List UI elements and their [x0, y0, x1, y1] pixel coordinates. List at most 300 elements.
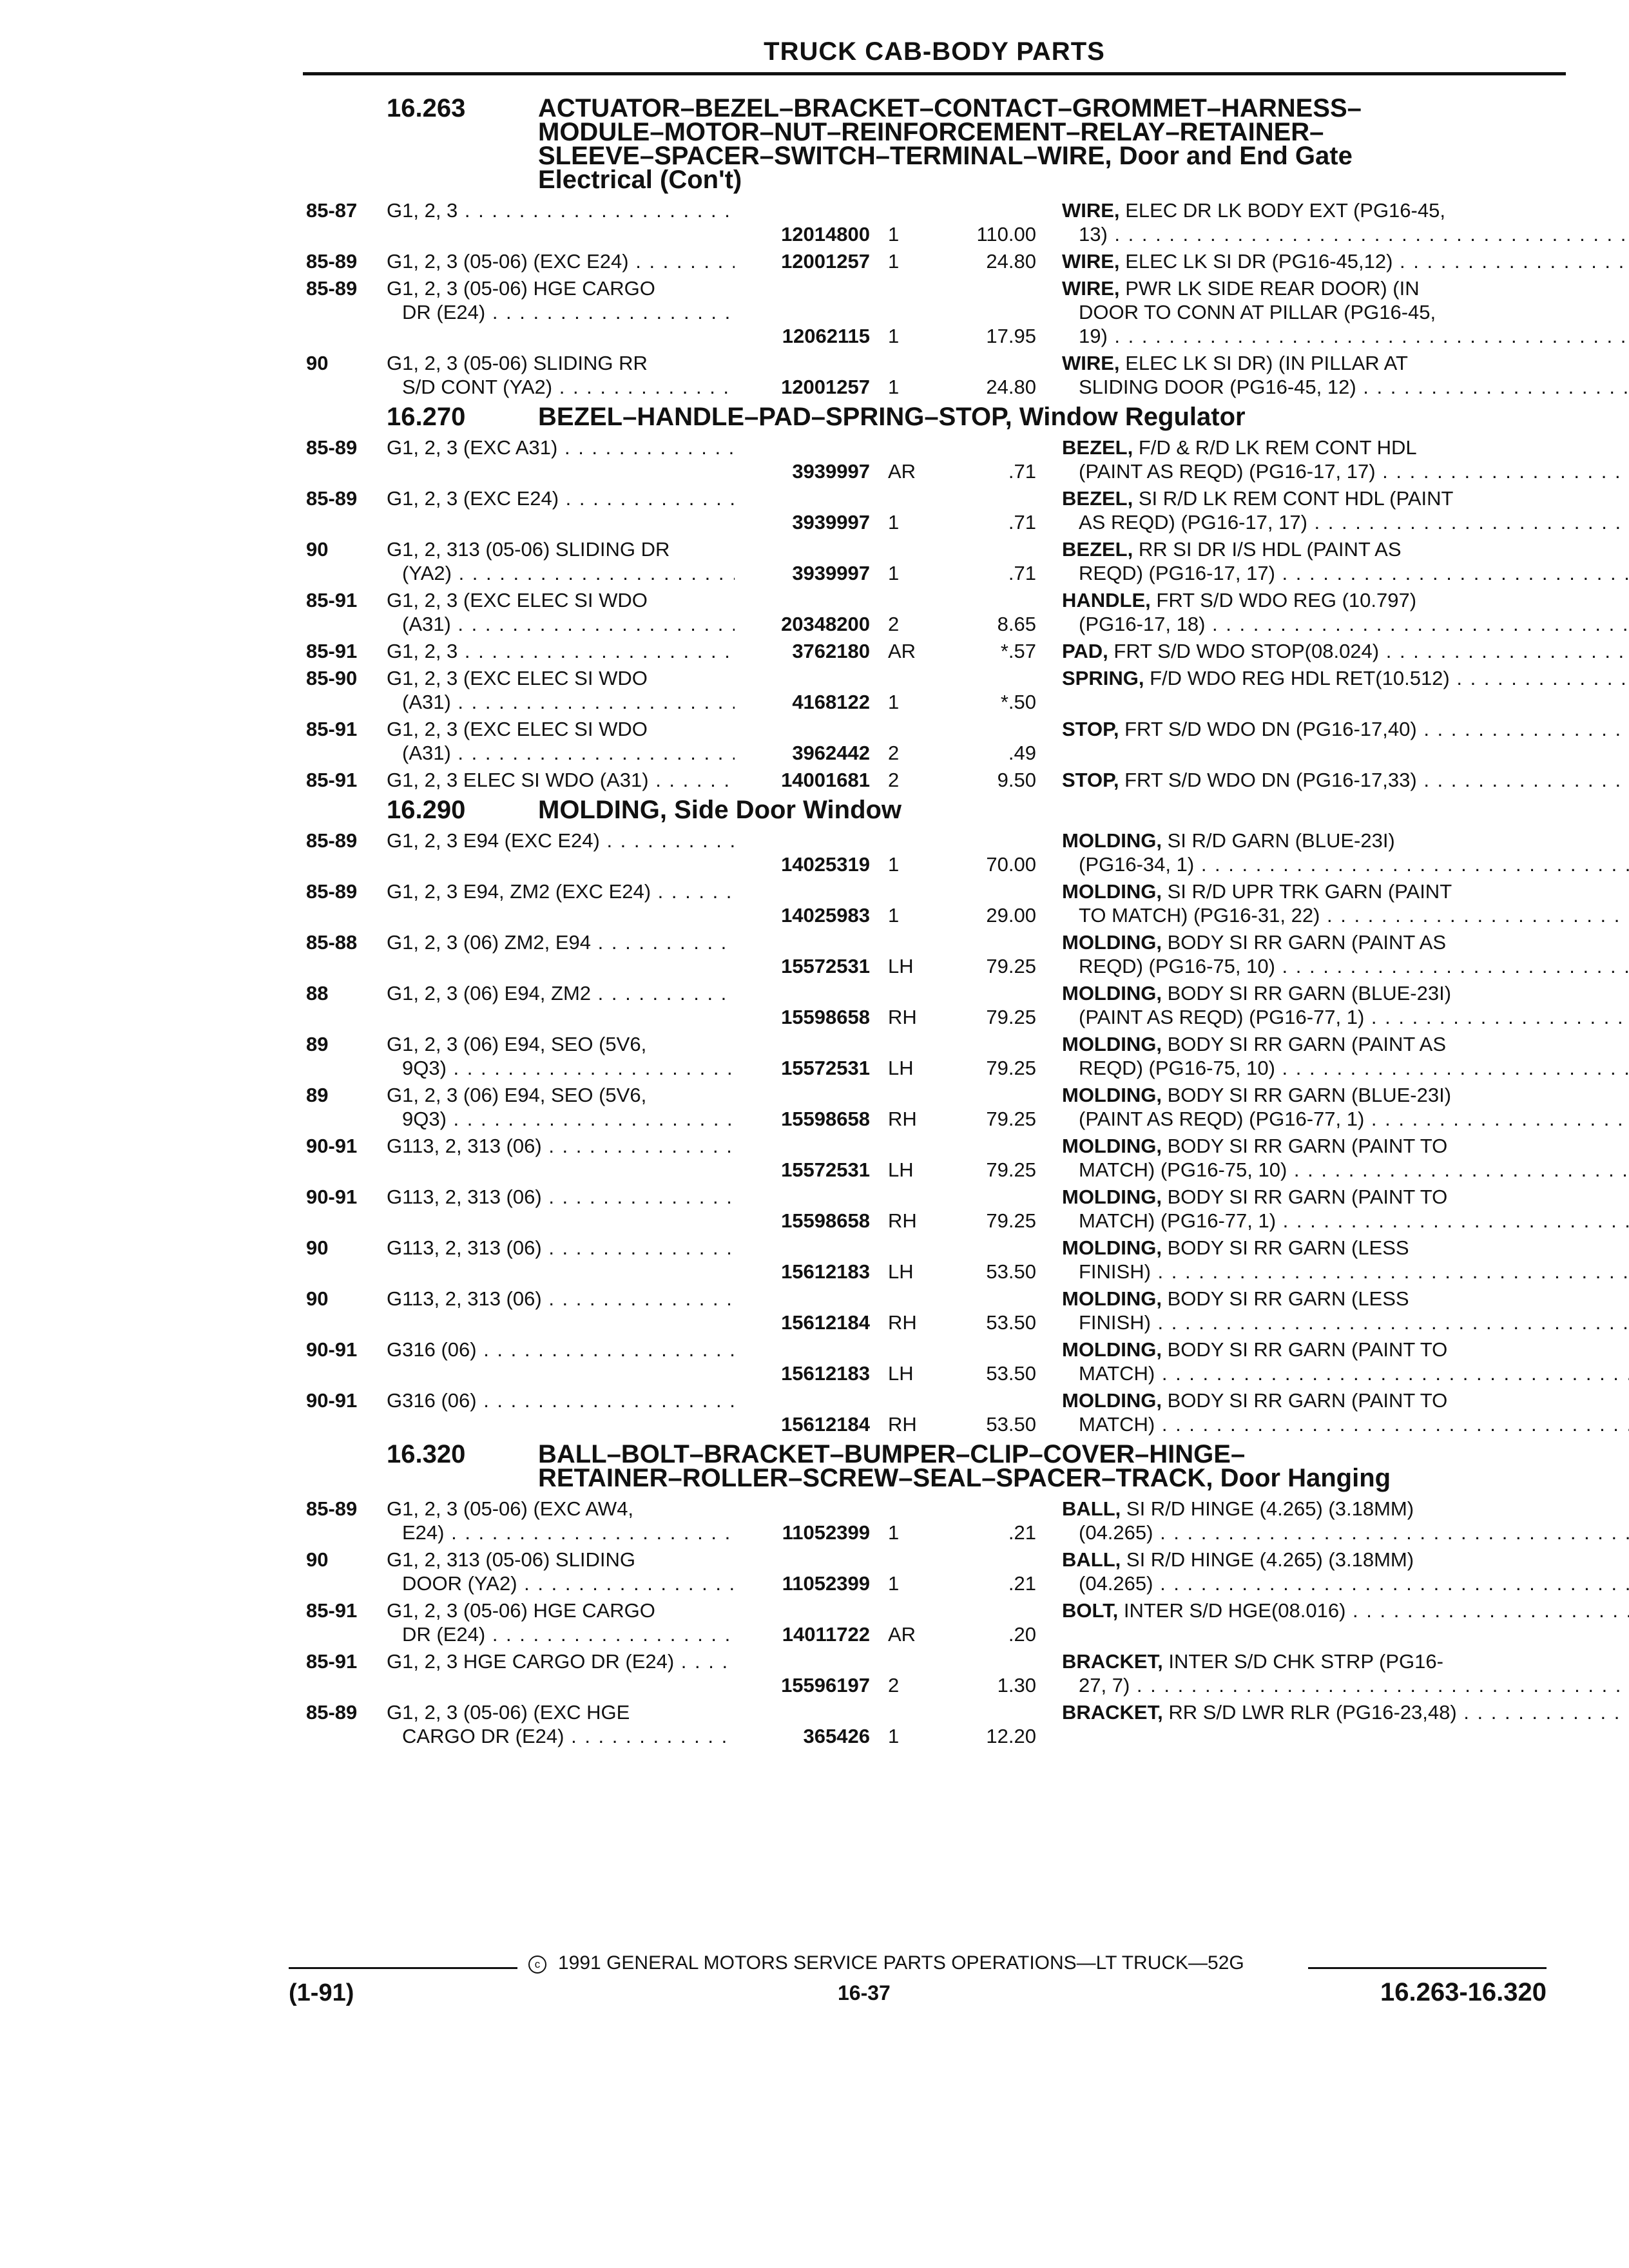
copyright-text: 1991 GENERAL MOTORS SERVICE PARTS OPERATIONS—LT TRUCK—52G — [558, 1952, 1244, 1974]
application — [387, 1338, 735, 1385]
price: 53.50 — [986, 1362, 1036, 1385]
description-text: 27, 7) — [1079, 1674, 1130, 1696]
application-line — [387, 1497, 735, 1521]
quantity: RH — [888, 1006, 917, 1028]
quantity: 1 — [888, 853, 900, 876]
footer-page-number: 16-37 — [838, 1981, 891, 2004]
description — [1036, 717, 1629, 765]
part-number: 15572531 — [781, 1057, 870, 1079]
description-line — [1062, 1236, 1629, 1260]
part-row — [303, 717, 1566, 765]
description-line — [1062, 375, 1629, 399]
application-line — [387, 351, 735, 375]
description-line — [1062, 486, 1629, 510]
description-line — [1062, 639, 1629, 663]
description-line — [1062, 666, 1629, 690]
quantity: LH — [888, 1158, 914, 1181]
part-name: BEZEL, — [1062, 436, 1133, 459]
description — [1036, 1083, 1629, 1131]
application-line — [387, 639, 735, 663]
parts-list — [303, 90, 1566, 1754]
description-line — [1062, 1673, 1629, 1697]
application-text: G113, 2, 313 (06) . . . — [387, 1287, 735, 1310]
description-line — [1062, 561, 1629, 585]
section-number: 16.270 — [387, 403, 466, 431]
price: 79.25 — [986, 1006, 1036, 1028]
quantity: 1 — [888, 904, 900, 927]
part-row — [303, 768, 1566, 792]
part-name: BEZEL, — [1062, 538, 1133, 561]
application — [387, 249, 735, 273]
application-line — [387, 1185, 735, 1209]
part-name: BALL, — [1062, 1497, 1121, 1520]
application-text: G1, 2, 3 E94 (EXC E24) . . . — [387, 829, 735, 852]
description — [1036, 537, 1629, 585]
part-number: 12062115 — [782, 325, 870, 347]
description-line — [1062, 459, 1629, 483]
price: 53.50 — [986, 1260, 1036, 1283]
application-text: G1, 2, 3 (EXC ELEC SI WDO — [387, 667, 648, 689]
part-name: MOLDING, — [1062, 1033, 1162, 1055]
price: *.50 — [1000, 691, 1036, 713]
part-number: 3939997 — [792, 511, 870, 533]
model-years: 85-89 — [306, 829, 358, 852]
description-text: (PAINT AS REQD) (PG16-77, 1) — [1079, 1108, 1365, 1130]
price: 8.65 — [997, 613, 1036, 635]
description-text: ELEC DR LK BODY EXT (PG16-45, — [1125, 199, 1445, 222]
application-line — [387, 879, 735, 903]
section-heading — [303, 405, 1566, 429]
part-row — [303, 666, 1566, 714]
description-line — [1062, 717, 1629, 741]
quantity: AR — [888, 460, 916, 483]
quantity: RH — [888, 1413, 917, 1436]
quantity: 1 — [888, 562, 900, 584]
description-text: RR S/D LWR RLR (PG16-23,48) — [1168, 1701, 1457, 1724]
description-line — [1062, 436, 1629, 459]
part-name: BALL, — [1062, 1548, 1121, 1571]
model-years: 85-89 — [306, 436, 358, 459]
description — [1036, 1649, 1629, 1697]
quantity: 2 — [888, 742, 900, 764]
part-number: 11052399 — [782, 1521, 870, 1544]
description-text: (PAINT AS REQD) (PG16-17, 17) — [1079, 460, 1376, 483]
application-line — [387, 1649, 735, 1673]
part-number: 15612184 — [781, 1413, 870, 1436]
part-row — [303, 486, 1566, 534]
part-number: 15612183 — [781, 1260, 870, 1283]
application — [387, 537, 735, 585]
description-line — [1062, 276, 1629, 300]
part-row — [303, 1497, 1566, 1544]
application-line — [387, 612, 735, 636]
description-line — [1062, 1185, 1629, 1209]
description-text: (PAINT AS REQD) (PG16-77, 1) — [1079, 1006, 1365, 1028]
footer-section-range: 16.263-16.320 — [1380, 1978, 1547, 2006]
part-name: WIRE, — [1062, 199, 1120, 222]
application-text: G113, 2, 313 (06) . . . — [387, 1186, 735, 1208]
description-text: REQD) (PG16-75, 10) — [1079, 1057, 1275, 1079]
model-years: 85-89 — [306, 487, 358, 510]
quantity: LH — [888, 955, 914, 977]
application-line — [387, 666, 735, 690]
description-line — [1062, 222, 1629, 246]
description — [1036, 1389, 1629, 1436]
description-text: SI R/D GARN (BLUE-23I) — [1167, 829, 1395, 852]
section-heading — [303, 798, 1566, 822]
section-title — [538, 798, 1566, 822]
quantity: 2 — [888, 1674, 900, 1696]
part-row — [303, 436, 1566, 483]
model-years: 85-88 — [306, 931, 358, 954]
part-row — [303, 537, 1566, 585]
description — [1036, 198, 1629, 246]
description-text: FINISH) — [1079, 1260, 1151, 1283]
section-title-line: Electrical (Con't) — [538, 166, 742, 194]
description-text: MATCH) — [1079, 1413, 1155, 1436]
description-text: FRT S/D WDO STOP(08.024) — [1113, 640, 1380, 662]
part-name: MOLDING, — [1062, 931, 1162, 954]
description-text: (PG16-17, 18) — [1079, 613, 1206, 635]
part-number: 14025319 — [781, 853, 870, 876]
model-years: 85-91 — [306, 769, 358, 791]
price: .21 — [1008, 1521, 1036, 1544]
description-text: (04.265) — [1079, 1521, 1153, 1544]
description — [1036, 249, 1629, 273]
application-text: G1, 2, 3 (EXC A31) . . . — [387, 436, 735, 459]
part-row — [303, 1338, 1566, 1385]
part-name: MOLDING, — [1062, 1236, 1162, 1259]
description-text: SI R/D HINGE (4.265) (3.18MM) — [1126, 1497, 1414, 1520]
part-name: BOLT, — [1062, 1599, 1119, 1622]
application-text: DR (E24) . . . — [402, 301, 735, 323]
description-text: 13) — [1079, 223, 1108, 245]
price: 79.25 — [986, 1158, 1036, 1181]
description-text: RR SI DR I/S HDL (PAINT AS — [1138, 538, 1402, 561]
section-title-line: SLEEVE–SPACER–SWITCH–TERMINAL–WIRE, Door and End Gate — [538, 142, 1353, 170]
part-number: 15598658 — [781, 1108, 870, 1130]
quantity: 1 — [888, 1725, 900, 1747]
description-text: BODY SI RR GARN (PAINT AS — [1167, 1033, 1447, 1055]
section-heading — [303, 1440, 1566, 1492]
section-title — [538, 405, 1566, 429]
quantity: LH — [888, 1362, 914, 1385]
quantity: RH — [888, 1209, 917, 1232]
application-line — [387, 486, 735, 510]
part-row — [303, 981, 1566, 1029]
description-line — [1062, 852, 1629, 876]
price: 24.80 — [986, 376, 1036, 398]
part-name: MOLDING, — [1062, 982, 1162, 1004]
description-line — [1062, 1700, 1629, 1724]
price: 79.25 — [986, 1108, 1036, 1130]
description-text: BODY SI RR GARN (LESS — [1167, 1236, 1409, 1259]
description-line — [1062, 930, 1629, 954]
model-years: 85-91 — [306, 1650, 358, 1673]
application-line — [387, 1107, 735, 1131]
part-number: 15572531 — [781, 1158, 870, 1181]
application — [387, 1236, 735, 1283]
application-line — [387, 1389, 735, 1412]
description — [1036, 1236, 1629, 1283]
application — [387, 1134, 735, 1182]
application-line — [387, 1622, 735, 1646]
application-text: G1, 2, 3 (05-06) SLIDING RR — [387, 352, 648, 374]
description — [1036, 1599, 1629, 1646]
description-line — [1062, 1649, 1629, 1673]
price: .71 — [1008, 460, 1036, 483]
application — [387, 1548, 735, 1595]
application — [387, 717, 735, 765]
application-line — [387, 249, 735, 273]
application-text: (A31) . . . — [402, 691, 735, 713]
application-line — [387, 930, 735, 954]
quantity: 1 — [888, 1521, 900, 1544]
price: 79.25 — [986, 955, 1036, 977]
description — [1036, 768, 1629, 792]
application-line — [387, 561, 735, 585]
application — [387, 1649, 735, 1697]
quantity: RH — [888, 1108, 917, 1130]
description-line — [1062, 1311, 1629, 1334]
description — [1036, 639, 1629, 663]
description-text: BODY SI RR GARN (LESS — [1167, 1287, 1409, 1310]
description-line — [1062, 1158, 1629, 1182]
description-line — [1062, 300, 1629, 324]
quantity: 1 — [888, 325, 900, 347]
application-line — [387, 717, 735, 741]
application-line — [387, 375, 735, 399]
part-name: MOLDING, — [1062, 829, 1162, 852]
quantity: LH — [888, 1260, 914, 1283]
part-name: BEZEL, — [1062, 487, 1133, 510]
application-line — [387, 276, 735, 300]
application-text: G1, 2, 3 (06) E94, ZM2 . . . — [387, 982, 735, 1004]
description-line — [1062, 351, 1629, 375]
description-text: FRT S/D WDO REG (10.797) — [1156, 589, 1417, 611]
section-title-line: BALL–BOLT–BRACKET–BUMPER–CLIP–COVER–HINGE– — [538, 1440, 1246, 1468]
application-text: G1, 2, 313 (05-06) SLIDING — [387, 1548, 635, 1571]
application-text: G1, 2, 3 (05-06) HGE CARGO — [387, 1599, 655, 1622]
section-title — [538, 94, 1566, 194]
part-name: MOLDING, — [1062, 1287, 1162, 1310]
application-text: G1, 2, 3 (05-06) (EXC AW4, — [387, 1497, 634, 1520]
part-row — [303, 276, 1566, 348]
part-number: 12001257 — [781, 376, 870, 398]
quantity: RH — [888, 1311, 917, 1334]
description — [1036, 1700, 1629, 1748]
model-years: 90-91 — [306, 1135, 358, 1157]
part-name: MOLDING, — [1062, 1084, 1162, 1106]
description-line — [1062, 1338, 1629, 1361]
application — [387, 639, 735, 663]
description-text: DOOR TO CONN AT PILLAR (PG16-45, — [1079, 301, 1436, 323]
description-text: MATCH) (PG16-77, 1) — [1079, 1209, 1277, 1232]
part-number: 3962442 — [792, 742, 870, 764]
description-line — [1062, 1571, 1629, 1595]
description-text: BODY SI RR GARN (PAINT TO — [1167, 1338, 1448, 1361]
application-text: (A31) . . . — [402, 613, 735, 635]
application — [387, 351, 735, 399]
catalog-section — [303, 405, 1566, 792]
application — [387, 768, 735, 792]
description-text: F/D WDO REG HDL RET(10.512) — [1150, 667, 1450, 689]
part-name: MOLDING, — [1062, 1186, 1162, 1208]
part-row — [303, 829, 1566, 876]
model-years: 88 — [306, 982, 329, 1004]
part-row — [303, 1236, 1566, 1283]
description — [1036, 829, 1629, 876]
part-name: MOLDING, — [1062, 1338, 1162, 1361]
application-line — [387, 690, 735, 714]
application-text: G1, 2, 3 (06) E94, SEO (5V6, — [387, 1033, 647, 1055]
quantity: 1 — [888, 511, 900, 533]
application-line — [387, 1724, 735, 1748]
part-name: PAD, — [1062, 640, 1108, 662]
model-years: 90-91 — [306, 1338, 358, 1361]
price: 1.30 — [997, 1674, 1036, 1696]
application-text: (A31) . . . — [402, 742, 735, 764]
application-line — [387, 1032, 735, 1056]
part-name: STOP, — [1062, 718, 1119, 740]
part-number: 3762180 — [792, 640, 870, 662]
section-number: 16.290 — [387, 796, 466, 824]
description-line — [1062, 198, 1629, 222]
description-line — [1062, 981, 1629, 1005]
catalog-section — [303, 798, 1566, 1436]
description-text: INTER S/D HGE(08.016) — [1123, 1599, 1346, 1622]
part-name: WIRE, — [1062, 250, 1120, 273]
quantity: 1 — [888, 250, 900, 273]
part-row — [303, 1185, 1566, 1233]
application — [387, 930, 735, 978]
application-text: G1, 2, 3 . . . — [387, 199, 735, 222]
description-line — [1062, 1107, 1629, 1131]
price: .71 — [1008, 562, 1036, 584]
application — [387, 1185, 735, 1233]
quantity: 1 — [888, 691, 900, 713]
description — [1036, 486, 1629, 534]
part-name: SPRING, — [1062, 667, 1144, 689]
quantity: AR — [888, 640, 916, 662]
description — [1036, 1134, 1629, 1182]
part-row — [303, 930, 1566, 978]
description-text: AS REQD) (PG16-17, 17) — [1079, 511, 1307, 533]
price: 9.50 — [997, 769, 1036, 791]
quantity: 2 — [888, 613, 900, 635]
application-line — [387, 436, 735, 459]
description-line — [1062, 537, 1629, 561]
description-text: BODY SI RR GARN (PAINT TO — [1167, 1389, 1448, 1412]
footer-copyright — [528, 1952, 1302, 1974]
application-line — [387, 1287, 735, 1311]
description — [1036, 1185, 1629, 1233]
description-line — [1062, 588, 1629, 612]
application — [387, 276, 735, 348]
description-text: BODY SI RR GARN (PAINT AS — [1167, 931, 1447, 954]
application-line — [387, 829, 735, 852]
part-number: 14025983 — [781, 904, 870, 927]
application — [387, 486, 735, 534]
application-line — [387, 741, 735, 765]
application — [387, 829, 735, 876]
section-title-line: ACTUATOR–BEZEL–BRACKET–CONTACT–GROMMET–HARNESS– — [538, 94, 1362, 122]
application-text: G1, 2, 3 . . . — [387, 640, 735, 662]
description-line — [1062, 1056, 1629, 1080]
quantity: 1 — [888, 1572, 900, 1595]
section-title-line: MOLDING, Side Door Window — [538, 796, 902, 824]
application-text: S/D CONT (YA2) . . . — [402, 376, 735, 398]
description-text: REQD) (PG16-75, 10) — [1079, 955, 1275, 977]
application-line — [387, 981, 735, 1005]
part-number: 20348200 — [781, 613, 870, 635]
price: 79.25 — [986, 1209, 1036, 1232]
part-name: BRACKET, — [1062, 1701, 1163, 1724]
section-title-line: RETAINER–ROLLER–SCREW–SEAL–SPACER–TRACK, Door Hanging — [538, 1464, 1391, 1492]
application — [387, 1497, 735, 1544]
part-row — [303, 639, 1566, 663]
application — [387, 1599, 735, 1646]
description-text: SI R/D UPR TRK GARN (PAINT — [1167, 880, 1452, 903]
section-number: 16.263 — [387, 94, 466, 122]
description-line — [1062, 1497, 1629, 1521]
price: 17.95 — [986, 325, 1036, 347]
description-line — [1062, 829, 1629, 852]
application-text: G1, 2, 3 E94, ZM2 (EXC E24) . . . — [387, 880, 735, 903]
description-line — [1062, 1032, 1629, 1056]
description — [1036, 930, 1629, 978]
part-number: 14011722 — [782, 1623, 870, 1646]
section-heading — [303, 94, 1566, 194]
application-text: G1, 2, 3 (06) ZM2, E94 . . . — [387, 931, 735, 954]
model-years: 85-87 — [306, 199, 358, 222]
application-line — [387, 1236, 735, 1260]
description — [1036, 276, 1629, 348]
model-years: 85-91 — [306, 718, 358, 740]
part-number: 11052399 — [782, 1572, 870, 1595]
application-line — [387, 300, 735, 324]
application-text: G1, 2, 3 (EXC ELEC SI WDO — [387, 718, 648, 740]
section-title — [538, 1440, 1566, 1492]
application-text: CARGO DR (E24) . . . — [402, 1725, 735, 1747]
part-row — [303, 1287, 1566, 1334]
description-text: REQD) (PG16-17, 17) — [1079, 562, 1275, 584]
part-row — [303, 1599, 1566, 1646]
part-row — [303, 1700, 1566, 1748]
description-line — [1062, 1083, 1629, 1107]
description — [1036, 666, 1629, 714]
part-number: 15596197 — [781, 1674, 870, 1696]
description-line — [1062, 1389, 1629, 1412]
application — [387, 1083, 735, 1131]
part-number: 15598658 — [781, 1209, 870, 1232]
description-line — [1062, 1521, 1629, 1544]
part-row — [303, 879, 1566, 927]
copyright-icon: c — [528, 1956, 546, 1974]
description-line — [1062, 1361, 1629, 1385]
description-line — [1062, 1599, 1629, 1622]
application-line — [387, 1599, 735, 1622]
description-text: ELEC LK SI DR (PG16-45,12) — [1125, 250, 1393, 273]
description-line — [1062, 510, 1629, 534]
description-line — [1062, 324, 1629, 348]
price: 29.00 — [986, 904, 1036, 927]
model-years: 90-91 — [306, 1389, 358, 1412]
description-line — [1062, 1134, 1629, 1158]
description-text: FRT S/D WDO DN (PG16-17,33) — [1124, 769, 1417, 791]
description — [1036, 588, 1629, 636]
description-line — [1062, 1548, 1629, 1571]
